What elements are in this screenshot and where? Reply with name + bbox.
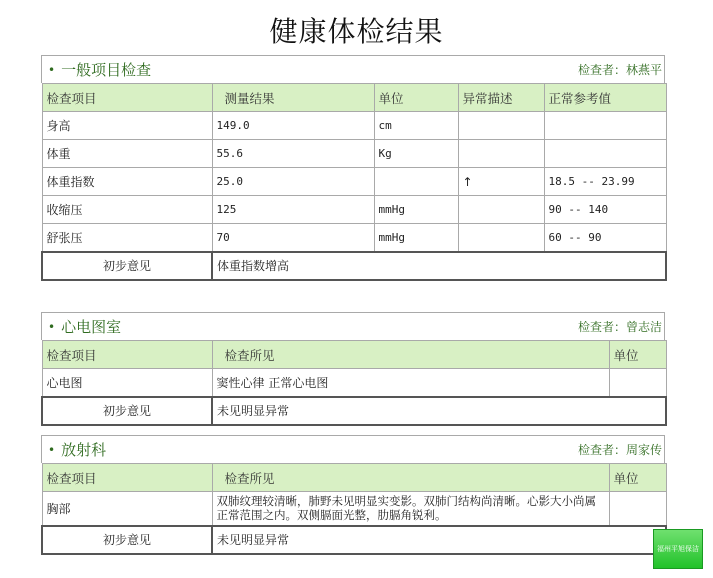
column-header: 单位 [374, 84, 458, 112]
table-cell [374, 168, 458, 196]
table-cell: 60 -- 90 [544, 224, 666, 252]
ecg-table [41, 340, 667, 426]
table-cell: ↑ [458, 168, 544, 196]
table-cell [458, 112, 544, 140]
column-header: 检查项目 [42, 84, 212, 112]
table-cell: 收缩压 [42, 196, 212, 224]
general-exam-table [41, 83, 667, 281]
table-header-row [42, 464, 666, 492]
table-cell: 身高 [42, 112, 212, 140]
column-header: 检查所见 [212, 341, 609, 369]
table-cell [544, 112, 666, 140]
opinion-label: 初步意见 [42, 252, 212, 280]
column-header: 单位 [609, 341, 666, 369]
table-cell [458, 224, 544, 252]
column-header: 检查项目 [42, 464, 212, 492]
section-title [48, 439, 106, 460]
table-cell: 舒张压 [42, 224, 212, 252]
table-cell: mmHg [374, 224, 458, 252]
opinion-row [42, 397, 666, 425]
opinion-text: 体重指数增高 [212, 252, 666, 280]
table-cell [544, 140, 666, 168]
table-cell: 149.0 [212, 112, 374, 140]
table-cell: cm [374, 112, 458, 140]
table-cell: mmHg [374, 196, 458, 224]
section-title-text: 放射科 [61, 441, 107, 459]
section-title [48, 59, 151, 80]
table-row [42, 369, 666, 397]
table-cell: 胸部 [42, 492, 212, 526]
table-cell: 70 [212, 224, 374, 252]
opinion-text: 未见明显异常 [212, 397, 666, 425]
radiology-section [41, 435, 665, 555]
column-header: 正常参考值 [544, 84, 666, 112]
table-row [42, 492, 666, 526]
general-exam-section [41, 55, 665, 281]
table-cell: 25.0 [212, 168, 374, 196]
table-cell [609, 369, 666, 397]
section-header [41, 312, 665, 340]
bullet-icon: • [48, 62, 56, 77]
table-cell: 心电图 [42, 369, 212, 397]
bullet-icon: • [48, 319, 56, 334]
table-cell: 18.5 -- 23.99 [544, 168, 666, 196]
ecg-section [41, 312, 665, 426]
table-cell: 55.6 [212, 140, 374, 168]
table-cell: 体重 [42, 140, 212, 168]
section-title [48, 316, 121, 337]
table-row [42, 168, 666, 196]
table-cell [458, 140, 544, 168]
table-cell [609, 492, 666, 526]
table-cell [458, 196, 544, 224]
opinion-label: 初步意见 [42, 397, 212, 425]
table-row [42, 112, 666, 140]
column-header: 检查所见 [212, 464, 609, 492]
table-cell: 体重指数 [42, 168, 212, 196]
column-header: 异常描述 [458, 84, 544, 112]
examiner-label: 检查者：曾志洁 [577, 320, 662, 334]
table-cell: 125 [212, 196, 374, 224]
bullet-icon: • [48, 442, 56, 457]
table-row [42, 224, 666, 252]
table-cell: Kg [374, 140, 458, 168]
opinion-row [42, 526, 666, 554]
section-header [41, 55, 665, 83]
table-cell: 双肺纹理较清晰，肺野未见明显实变影。双肺门结构尚清晰。心影大小尚属正常范围之内。双侧膈面光整，肋膈角锐利。 [212, 492, 609, 526]
examiner-label: 检查者：周家传 [577, 443, 662, 457]
opinion-label: 初步意见 [42, 526, 212, 554]
column-header: 单位 [609, 464, 666, 492]
table-cell: 90 -- 140 [544, 196, 666, 224]
table-cell: 窦性心律 正常心电图 [212, 369, 609, 397]
page-title: 健康体检结果 [269, 15, 444, 48]
table-row [42, 140, 666, 168]
section-header [41, 435, 665, 463]
opinion-row [42, 252, 666, 280]
table-header-row [42, 84, 666, 112]
radiology-table [41, 463, 667, 555]
column-header: 检查项目 [42, 341, 212, 369]
examiner-label: 检查者：林燕平 [577, 63, 662, 77]
table-row [42, 196, 666, 224]
brand-badge[interactable]: 福州平旭保洁 [653, 529, 703, 569]
opinion-text: 未见明显异常 [212, 526, 666, 554]
section-title-text: 一般项目检查 [61, 61, 152, 79]
section-title-text: 心电图室 [61, 318, 122, 336]
column-header: 测量结果 [212, 84, 374, 112]
table-header-row [42, 341, 666, 369]
